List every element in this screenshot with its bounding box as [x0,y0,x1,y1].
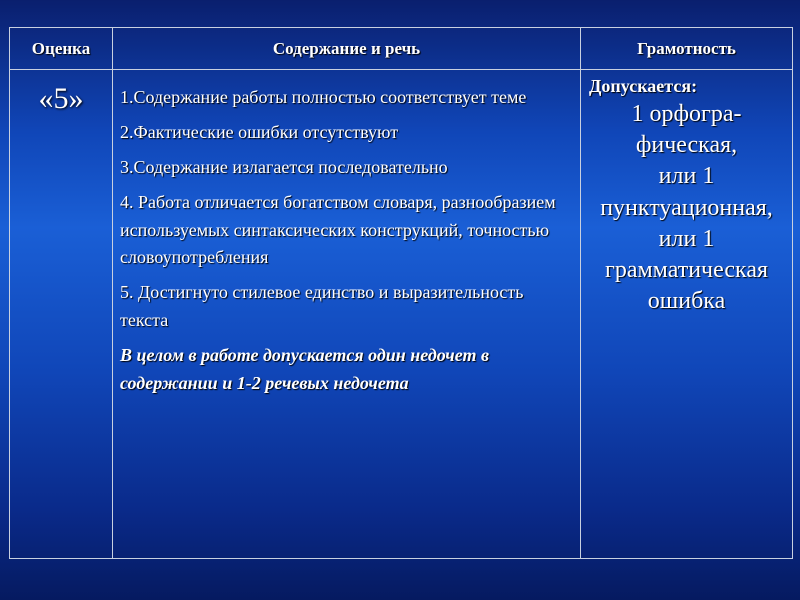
literacy-line: или 1 [658,163,715,190]
grading-table [9,27,793,559]
grade-five-row [10,70,793,559]
criterion-item: 2.Фактические ошибки отсутствуют [120,121,399,142]
header-row [10,28,793,70]
literacy-line: фическая, [635,132,738,159]
header-content: Содержание и речь [113,28,581,70]
criterion-item: 3.Содержание излагается последовательно [120,156,448,177]
criterion-item: 4. Работа отличается богатством словаря, разнообразием используемых синтаксических конструкций, точностью словоупотребления [120,191,556,268]
literacy-line: ошибка [647,288,726,315]
header-grade: Оценка [10,28,113,70]
criterion-item: 1.Содержание работы полностью соответствует теме [120,87,527,107]
literacy-lead: Допускается: [589,76,698,96]
literacy-cell [581,70,793,559]
literacy-line: пунктуационная, [600,194,773,221]
grade-value: «5» [10,70,113,559]
criterion-item: 5. Достигнуто стилевое единство и выразительность текста [120,282,524,331]
literacy-line: или 1 [658,225,715,252]
header-literacy: Грамотность [581,28,793,70]
literacy-line: 1 орфогра- [631,101,742,127]
literacy-allowance [583,99,790,317]
content-criteria-cell [113,70,581,559]
literacy-line: грамматическая [604,256,769,283]
content-note: В целом в работе допускается один недочет в содержании и 1-2 речевых недочета [120,345,490,394]
